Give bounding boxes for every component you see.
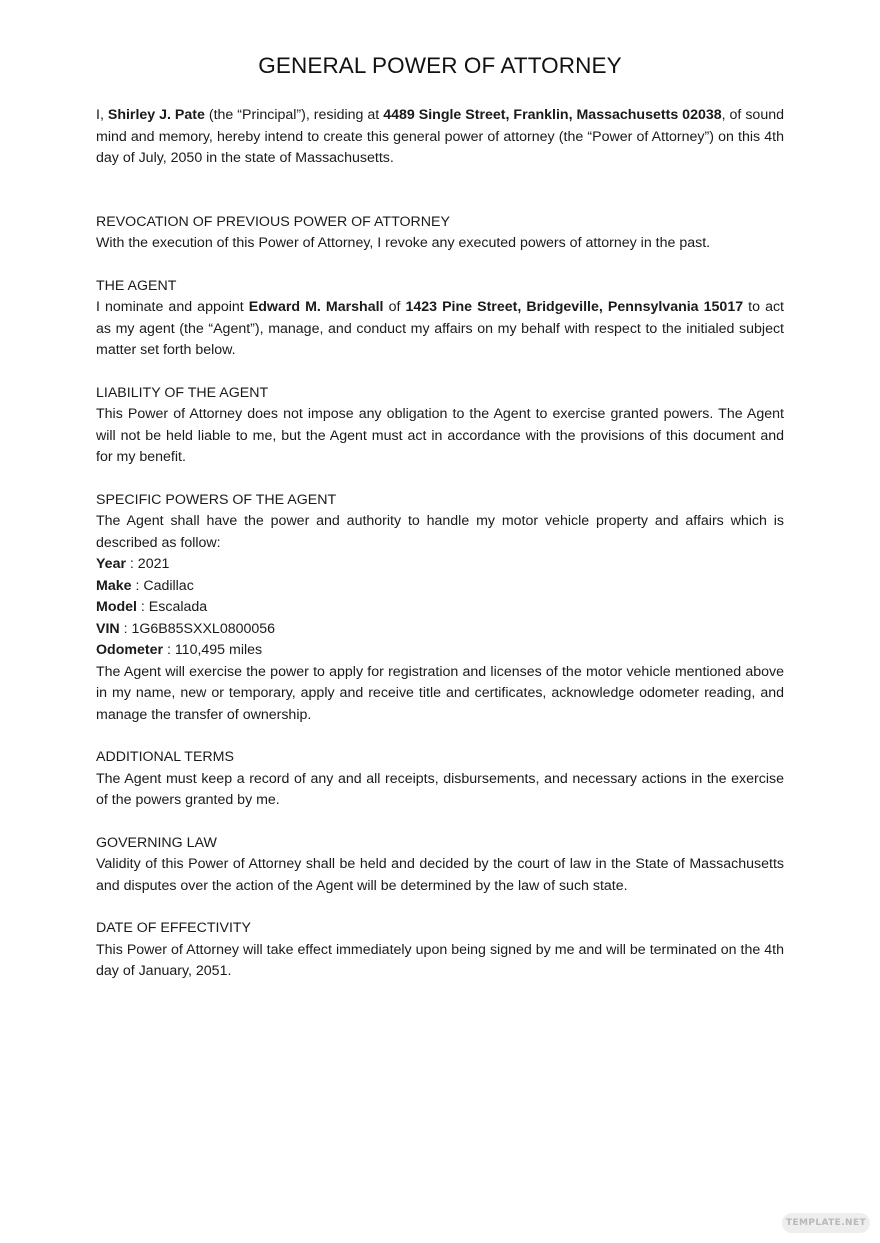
agent-text-2: of bbox=[383, 299, 406, 315]
principal-name: Shirley J. Pate bbox=[107, 107, 205, 123]
vehicle-field-label: VIN bbox=[96, 620, 120, 637]
agent-name: Edward M. Marshall bbox=[248, 299, 384, 315]
section-liability bbox=[96, 383, 784, 469]
liability-heading: LIABILITY OF THE AGENT bbox=[96, 384, 269, 401]
specific-powers-heading: SPECIFIC POWERS OF THE AGENT bbox=[96, 491, 337, 508]
vehicle-field-label: Odometer bbox=[96, 642, 164, 658]
agent-address: 1423 Pine Street, Bridgeville, Pennsylvania 15017 bbox=[405, 299, 744, 315]
agent-body bbox=[96, 297, 784, 362]
additional-terms-body: The Agent must keep a record of any and all receipts, disbursements, and necessary actions in the exercise of the powers granted by me. bbox=[96, 770, 784, 808]
vehicle-field-label: Year bbox=[96, 556, 126, 572]
vehicle-field-value: : 110,495 miles bbox=[163, 642, 263, 658]
document-title: GENERAL POWER OF ATTORNEY bbox=[258, 53, 622, 78]
vehicle-field-label: Make bbox=[96, 577, 132, 594]
governing-law-body: Validity of this Power of Attorney shall be held and decided by the court of law in the State of Massachusetts and disputes over the action of the Agent will be determined by the law of such state. bbox=[96, 856, 784, 894]
vehicle-vin bbox=[96, 619, 784, 641]
vehicle-field-value: : 1G6B85SXXL0800056 bbox=[119, 620, 276, 637]
governing-law-heading: GOVERNING LAW bbox=[96, 834, 217, 851]
agent-text-3: to act as my agent (the “Agent”), manage, and conduct my affairs on my behalf with respect to the initialed subject matter set forth below. bbox=[96, 299, 784, 358]
section-additional-terms bbox=[96, 747, 784, 812]
template-watermark-badge[interactable]: TEMPLATE.NET bbox=[782, 1213, 870, 1233]
date-of-effectivity-body: This Power of Attorney will take effect immediately upon being signed by me and will be terminated on the 4th day of January, 2051. bbox=[96, 941, 784, 979]
principal-address: 4489 Single Street, Franklin, Massachusetts 02038 bbox=[383, 107, 722, 123]
intro-text-2: (the “Principal”), residing at bbox=[204, 107, 384, 123]
date-of-effectivity-heading: DATE OF EFFECTIVITY bbox=[96, 920, 252, 936]
vehicle-odometer bbox=[96, 640, 784, 662]
vehicle-year bbox=[96, 554, 784, 576]
agent-heading: THE AGENT bbox=[96, 277, 177, 294]
section-revocation bbox=[96, 212, 784, 255]
revocation-heading: REVOCATION OF PREVIOUS POWER OF ATTORNEY bbox=[96, 213, 450, 230]
specific-powers-closing: The Agent will exercise the power to apply for registration and licenses of the motor vehicle mentioned above in my name, new or temporary, apply and receive title and certificates, acknowledge odometer reading, and manage the transfer of ownership. bbox=[96, 663, 784, 723]
vehicle-field-value: : 2021 bbox=[125, 556, 170, 572]
intro-text-3: , of sound mind and memory, hereby intend to create this general power of attorney (the “Power of Attorney”) on this 4th day of July, 2050 in the state of Massachusetts. bbox=[96, 107, 784, 166]
liability-body: This Power of Attorney does not impose any obligation to the Agent to exercise granted powers. The Agent will not be held liable to me, but the Agent must act in accordance with the provisions of this document and for my benefit. bbox=[96, 406, 784, 465]
section-date-of-effectivity bbox=[96, 918, 784, 983]
vehicle-field-value: : Escalada bbox=[136, 599, 208, 615]
vehicle-make bbox=[96, 576, 784, 598]
vehicle-field-label: Model bbox=[96, 599, 137, 615]
vehicle-model bbox=[96, 597, 784, 619]
document-page bbox=[96, 52, 784, 1004]
specific-powers-intro: The Agent shall have the power and authority to handle my motor vehicle property and affairs which is described as follow: bbox=[96, 513, 784, 551]
section-governing-law bbox=[96, 833, 784, 898]
intro-text-1: I, bbox=[96, 107, 108, 123]
additional-terms-heading: ADDITIONAL TERMS bbox=[96, 749, 234, 765]
section-specific-powers bbox=[96, 490, 784, 727]
intro-paragraph bbox=[96, 105, 784, 170]
vehicle-field-value: : Cadillac bbox=[131, 577, 194, 594]
revocation-body: With the execution of this Power of Attorney, I revoke any executed powers of attorney in the past. bbox=[96, 235, 711, 251]
agent-text-1: I nominate and appoint bbox=[96, 299, 249, 315]
section-agent bbox=[96, 276, 784, 362]
